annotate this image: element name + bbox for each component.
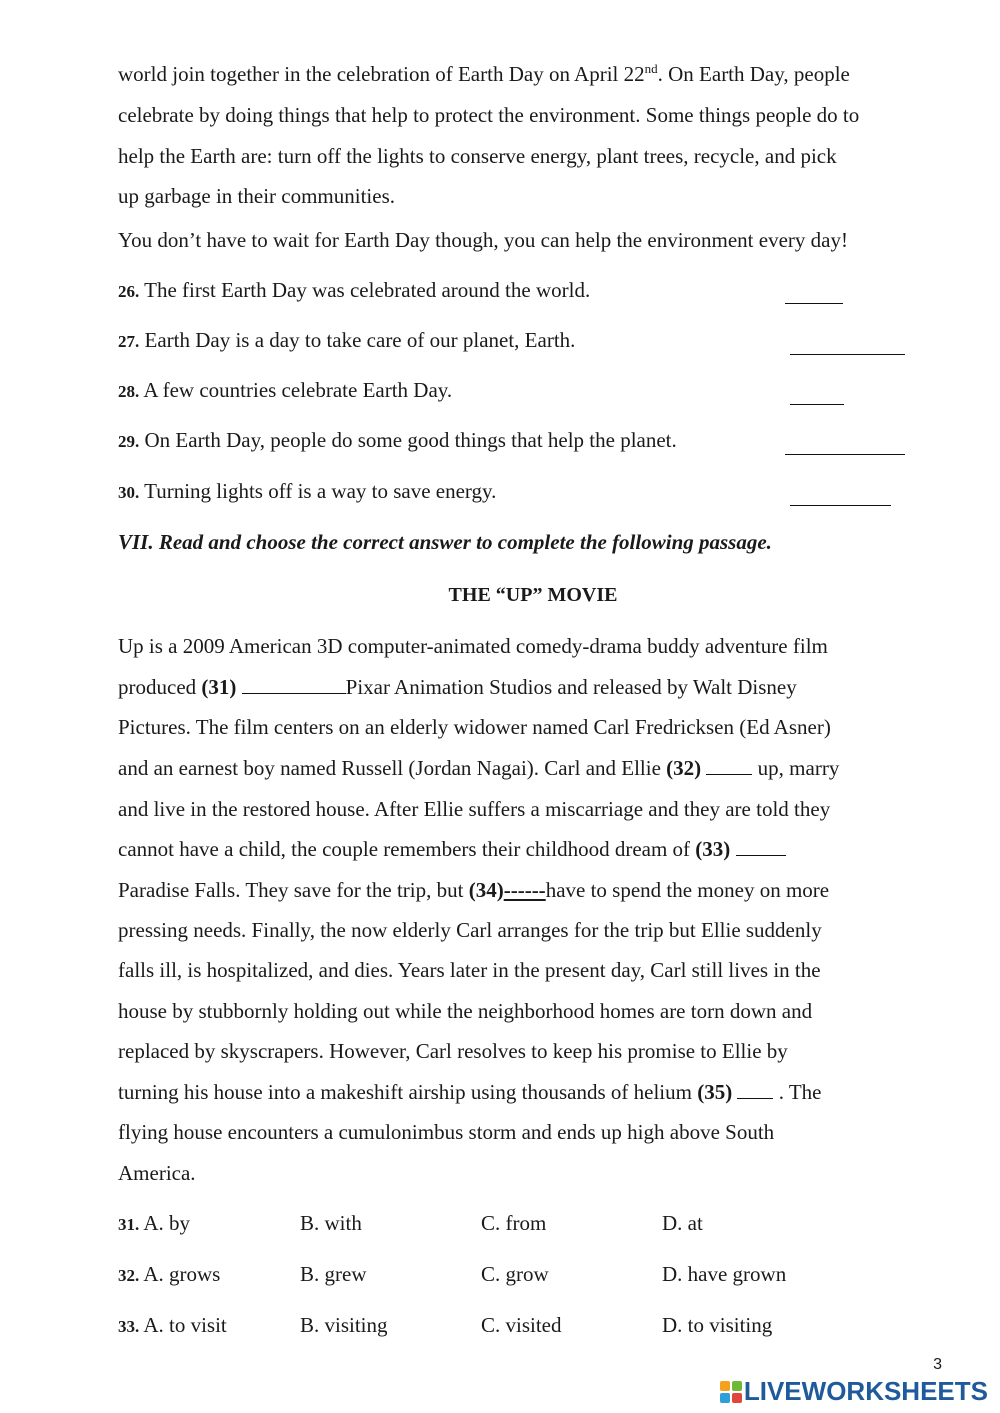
passage-line: and an earnest boy named Russell (Jordan Nagai). Carl and Ellie (32) up, marry bbox=[118, 756, 840, 780]
answer-blank-27[interactable] bbox=[790, 353, 905, 355]
gap-35-blank[interactable] bbox=[737, 1080, 773, 1099]
statement-27: 27. Earth Day is a day to take care of our planet, Earth. bbox=[118, 328, 576, 352]
option-d[interactable]: D. to visiting bbox=[662, 1313, 773, 1337]
statement-29: 29. On Earth Day, people do some good things that help the planet. bbox=[118, 428, 677, 452]
gap-34-blank[interactable]: ------ bbox=[503, 878, 546, 902]
passage-line: Paradise Falls. They save for the trip, but (34)------have to spend the money on more bbox=[118, 878, 830, 902]
answer-blank-29[interactable] bbox=[785, 453, 905, 455]
passage-line: Up is a 2009 American 3D computer-animated comedy-drama buddy adventure film bbox=[118, 634, 828, 658]
passage-line: up garbage in their communities. bbox=[118, 184, 396, 208]
passage-line: help the Earth are: turn off the lights to conserve energy, plant trees, recycle, and pick bbox=[118, 144, 837, 168]
passage-line: and live in the restored house. After Ellie suffers a miscarriage and they are told they bbox=[118, 797, 831, 821]
passage-line: pressing needs. Finally, the now elderly Carl arranges for the trip but Ellie suddenly bbox=[118, 918, 822, 942]
passage-line: celebrate by doing things that help to protect the environment. Some things people do to bbox=[118, 103, 860, 127]
gap-31-blank[interactable] bbox=[242, 675, 346, 694]
option-d[interactable]: D. have grown bbox=[662, 1262, 787, 1286]
option-c[interactable]: C. from bbox=[481, 1211, 547, 1235]
passage-line: flying house encounters a cumulonimbus storm and ends up high above South bbox=[118, 1120, 775, 1144]
passage-line: cannot have a child, the couple remembers their childhood dream of (33) bbox=[118, 837, 786, 862]
option-b[interactable]: B. visiting bbox=[300, 1313, 388, 1337]
option-c[interactable]: C. grow bbox=[481, 1262, 549, 1286]
option-a[interactable]: A. to visit bbox=[143, 1313, 227, 1337]
option-c[interactable]: C. visited bbox=[481, 1313, 562, 1337]
answer-blank-30[interactable] bbox=[790, 504, 891, 506]
passage-title: THE “UP” MOVIE bbox=[448, 584, 618, 606]
passage-line: turning his house into a makeshift airship using thousands of helium (35) . The bbox=[118, 1080, 822, 1104]
option-b[interactable]: B. with bbox=[300, 1211, 362, 1235]
passage-line: falls ill, is hospitalized, and dies. Years later in the present day, Carl still lives in the bbox=[118, 958, 821, 982]
logo-grid-icon bbox=[720, 1381, 742, 1403]
passage-line: produced (31) Pixar Animation Studios and released by Walt Disney bbox=[118, 675, 797, 699]
passage-line: world join together in the celebration of Earth Day on April 22nd. On Earth Day, people bbox=[118, 61, 850, 86]
statement-26: 26. The first Earth Day was celebrated around the world. bbox=[118, 278, 591, 302]
logo-text: LIVEWORKSHEETS bbox=[743, 1376, 988, 1406]
statement-30: 30. Turning lights off is a way to save energy. bbox=[118, 479, 497, 503]
gap-33-blank[interactable] bbox=[736, 837, 786, 856]
answer-blank-26[interactable] bbox=[785, 302, 843, 304]
passage-line: house by stubbornly holding out while the neighborhood homes are torn down and bbox=[118, 999, 813, 1023]
option-d[interactable]: D. at bbox=[662, 1211, 703, 1235]
page-number: 3 bbox=[933, 1356, 942, 1373]
liveworksheets-logo bbox=[720, 1376, 988, 1407]
passage-line: America. bbox=[118, 1161, 196, 1185]
option-a[interactable]: A. by bbox=[143, 1211, 191, 1235]
passage-line: Pictures. The film centers on an elderly widower named Carl Fredricksen (Ed Asner) bbox=[118, 715, 831, 739]
answer-blank-28[interactable] bbox=[790, 403, 844, 405]
section-heading: VII. Read and choose the correct answer to complete the following passage. bbox=[118, 530, 772, 554]
passage-line: You don’t have to wait for Earth Day though, you can help the environment every day! bbox=[118, 228, 848, 252]
option-b[interactable]: B. grew bbox=[300, 1262, 367, 1286]
option-a[interactable]: A. grows bbox=[143, 1262, 221, 1286]
gap-32-blank[interactable] bbox=[706, 756, 752, 775]
passage-line: replaced by skyscrapers. However, Carl resolves to keep his promise to Ellie by bbox=[118, 1039, 788, 1063]
statement-28: 28. A few countries celebrate Earth Day. bbox=[118, 378, 453, 402]
